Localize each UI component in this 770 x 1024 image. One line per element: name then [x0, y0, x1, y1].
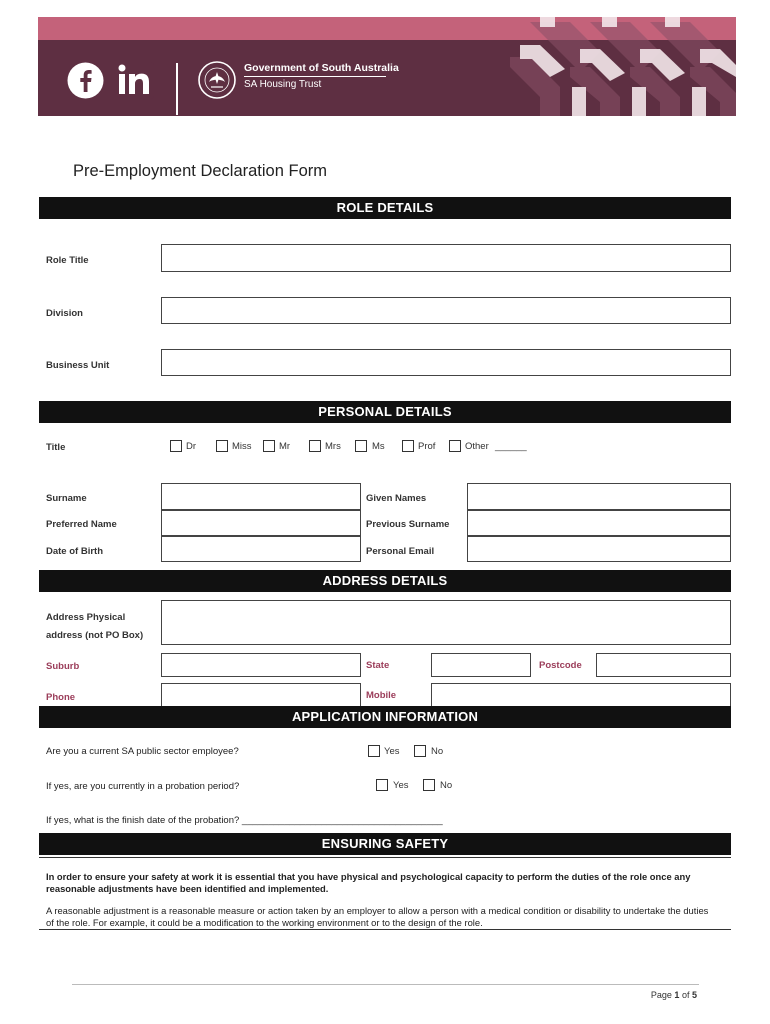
page-word: Page: [650, 990, 672, 1000]
government-name: Government of South Australia: [244, 62, 399, 74]
government-rule: [244, 76, 386, 77]
public-sector-question: Are you a current SA public sector employee?: [46, 746, 239, 757]
title-mr-checkbox[interactable]: [263, 440, 275, 452]
title-prof-checkbox[interactable]: [402, 440, 414, 452]
personal-email-label: Personal Email: [366, 546, 435, 557]
facebook-icon[interactable]: [67, 62, 104, 99]
safety-top-rule: [39, 857, 731, 858]
mobile-label: Mobile: [366, 690, 397, 701]
surname-field[interactable]: [161, 483, 361, 510]
title-other-checkbox[interactable]: [449, 440, 461, 452]
safety-bold-paragraph: In order to ensure your safety at work it is essential that you have physical and psychological capacity to perform the duties of the role once any reasonable adjustments have been identified and implemented.: [46, 871, 691, 894]
probation-yes-checkbox[interactable]: [376, 779, 388, 791]
preferred-name-label: Preferred Name: [46, 519, 117, 530]
phone-field[interactable]: [161, 683, 361, 707]
preferred-name-field[interactable]: [161, 510, 361, 536]
postcode-label: Postcode: [539, 660, 582, 671]
state-field[interactable]: [431, 653, 531, 677]
safety-paragraph: A reasonable adjustment is a reasonable measure or action taken by an employer to allow a person with a medical condition or disability to undertake the duties of the role. For example, it could be a modification to the working environment or to the design of the role.: [46, 905, 709, 928]
title-dr-checkbox[interactable]: [170, 440, 182, 452]
footer-rule: [72, 984, 699, 985]
page-title: Pre-Employment Declaration Form: [73, 162, 327, 180]
title-mrs-label: Mrs: [325, 441, 341, 452]
surname-label: Surname: [46, 493, 87, 504]
suburb-label: Suburb: [46, 661, 80, 672]
address-field[interactable]: [161, 600, 731, 645]
address-label-line2: address (not PO Box): [46, 630, 144, 641]
mobile-field[interactable]: [431, 683, 731, 707]
sa-crest-icon: [197, 60, 237, 100]
dob-field[interactable]: [161, 536, 361, 562]
page-current: 1: [674, 990, 680, 1000]
state-label: State: [366, 660, 390, 671]
decorative-pattern: [510, 17, 736, 116]
application-information-heading: APPLICATION INFORMATION: [39, 706, 731, 728]
probation-finish-date-question[interactable]: If yes, what is the finish date of the probation? ______________________________________: [46, 815, 443, 826]
role-details-heading: ROLE DETAILS: [39, 197, 731, 219]
public-sector-no-label: No: [431, 746, 444, 757]
page-total: 5: [691, 990, 697, 1000]
dob-label: Date of Birth: [46, 546, 103, 557]
agency-name: SA Housing Trust: [244, 79, 322, 90]
linkedin-icon[interactable]: [117, 62, 154, 99]
suburb-field[interactable]: [161, 653, 361, 677]
title-mr-label: Mr: [279, 441, 291, 452]
header-divider: [176, 63, 178, 115]
probation-yes-label: Yes: [393, 780, 409, 791]
role-title-field[interactable]: [161, 244, 731, 272]
title-other-label: Other: [465, 441, 489, 452]
title-prof-label: Prof: [418, 441, 436, 452]
ensuring-safety-heading: ENSURING SAFETY: [39, 833, 731, 855]
business-unit-field[interactable]: [161, 349, 731, 376]
role-title-label: Role Title: [46, 255, 89, 266]
probation-no-label: No: [440, 780, 453, 791]
address-details-heading: ADDRESS DETAILS: [39, 570, 731, 592]
of-word: of: [681, 990, 690, 1000]
title-label: Title: [46, 442, 66, 453]
page-number: [651, 990, 697, 1000]
given-names-label: Given Names: [366, 493, 427, 504]
business-unit-label: Business Unit: [46, 360, 110, 371]
personal-details-heading: PERSONAL DETAILS: [39, 401, 731, 423]
division-field[interactable]: [161, 297, 731, 324]
probation-no-checkbox[interactable]: [423, 779, 435, 791]
title-mrs-checkbox[interactable]: [309, 440, 321, 452]
division-label: Division: [46, 308, 83, 319]
title-miss-label: Miss: [232, 441, 252, 452]
address-label-line1: Address Physical: [46, 612, 126, 623]
safety-bottom-rule: [39, 929, 731, 930]
phone-label: Phone: [46, 692, 76, 703]
title-other-blank[interactable]: ______: [495, 441, 527, 452]
title-ms-checkbox[interactable]: [355, 440, 367, 452]
public-sector-yes-label: Yes: [384, 746, 400, 757]
personal-email-field[interactable]: [467, 536, 731, 562]
postcode-field[interactable]: [596, 653, 731, 677]
given-names-field[interactable]: [467, 483, 731, 510]
public-sector-no-checkbox[interactable]: [414, 745, 426, 757]
title-ms-label: Ms: [372, 441, 385, 452]
probation-question: If yes, are you currently in a probation period?: [46, 781, 240, 792]
title-dr-label: Dr: [186, 441, 197, 452]
public-sector-yes-checkbox[interactable]: [368, 745, 380, 757]
title-miss-checkbox[interactable]: [216, 440, 228, 452]
previous-surname-field[interactable]: [467, 510, 731, 536]
previous-surname-label: Previous Surname: [366, 519, 450, 530]
